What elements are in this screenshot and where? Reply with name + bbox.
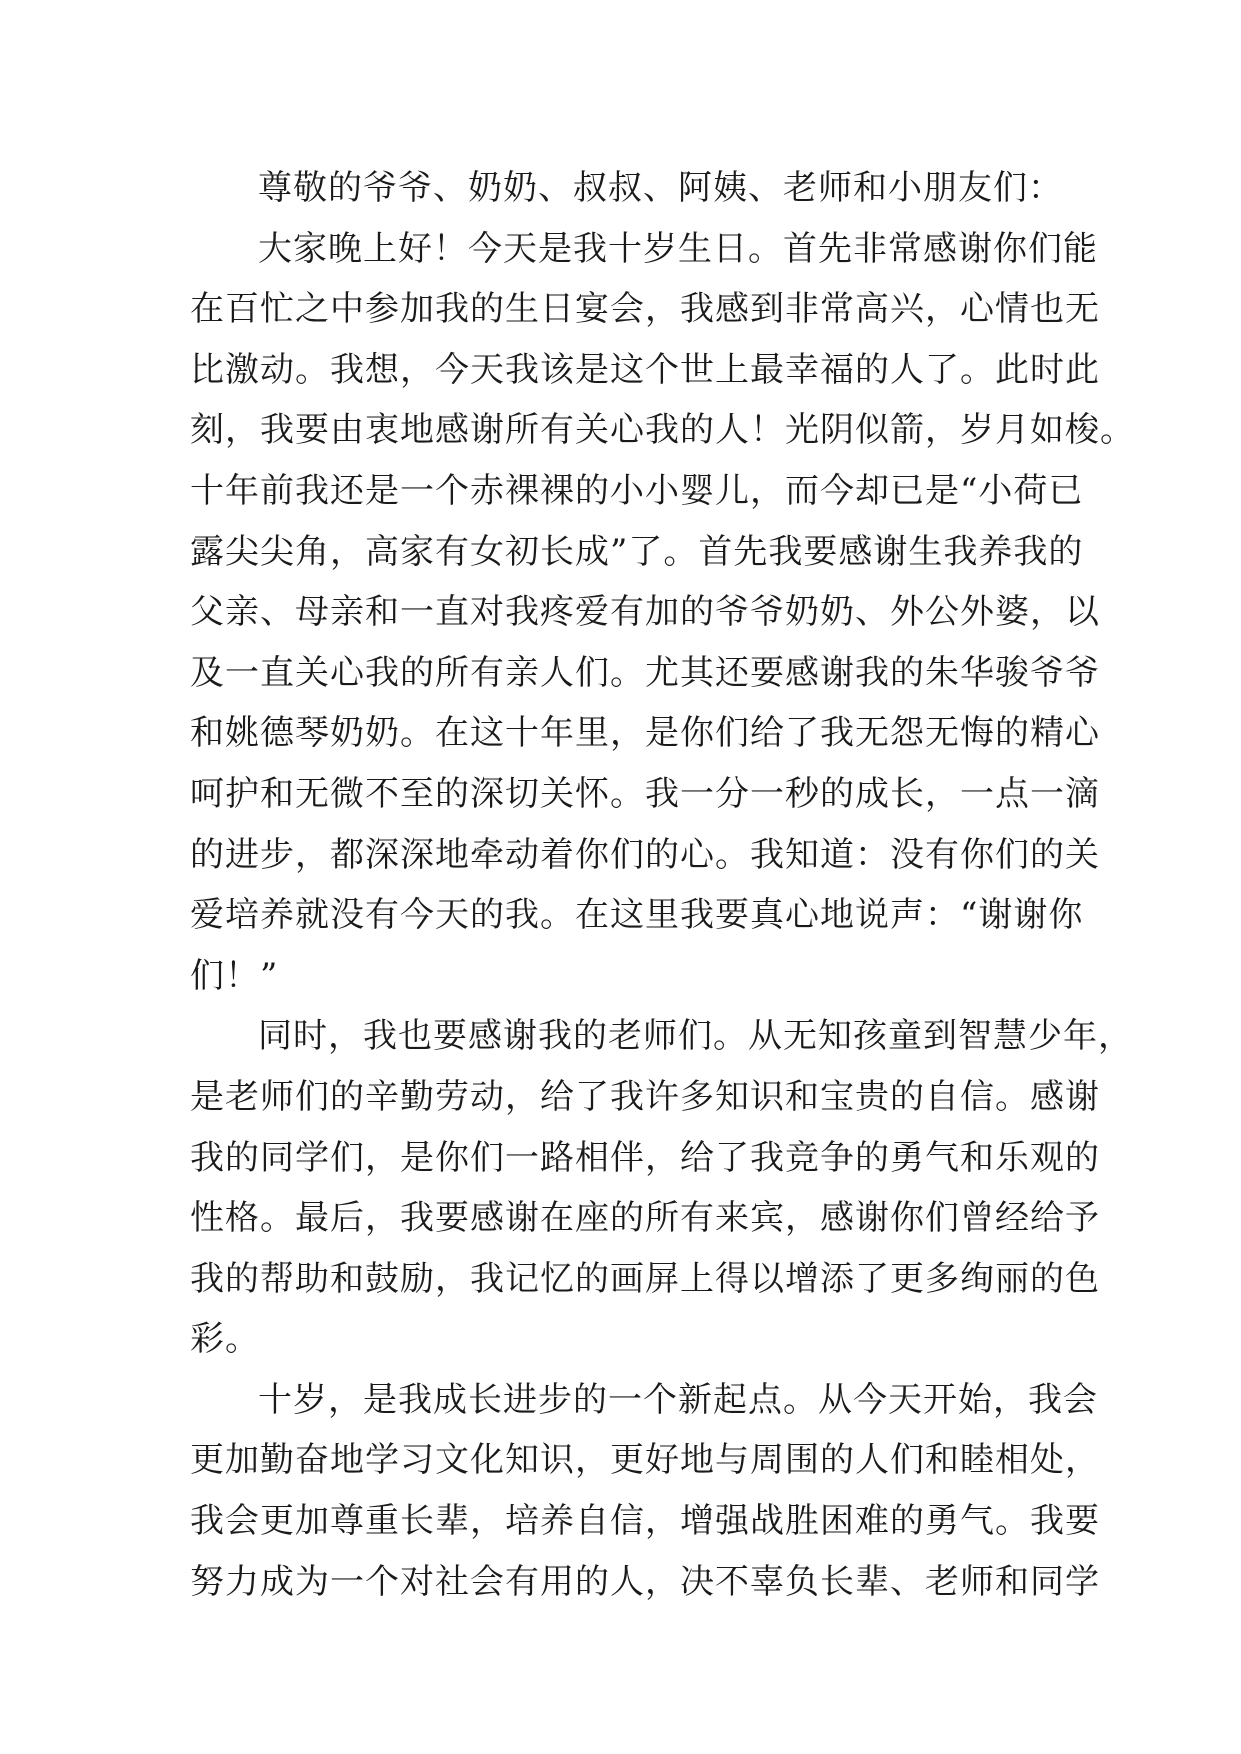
text-line: 比激动。我想，今天我该是这个世上最幸福的人了。此时此 bbox=[190, 349, 1100, 390]
text-line: 呵护和无微不至的深切关怀。我一分一秒的成长，一点一滴 bbox=[190, 773, 1100, 814]
paragraph-3 bbox=[190, 1370, 1100, 1612]
text-line: 十岁，是我成长进步的一个新起点。从今天开始，我会 bbox=[258, 1379, 1098, 1420]
text-line: 父亲、母亲和一直对我疼爱有加的爷爷奶奶、外公外婆，以 bbox=[190, 592, 1100, 633]
text-line: 更加勤奋地学习文化知识，更好地与周围的人们和睦相处， bbox=[190, 1440, 1100, 1481]
text-line: 在百忙之中参加我的生日宴会，我感到非常高兴，心情也无 bbox=[190, 289, 1100, 330]
text-line: 露尖尖角，高家有女初长成”了。首先我要感谢生我养我的 bbox=[190, 531, 1084, 572]
text-line: 大家晚上好！今天是我十岁生日。首先非常感谢你们能 bbox=[258, 228, 1098, 269]
text-line: 爱培养就没有今天的我。在这里我要真心地说声：“谢谢你 bbox=[190, 895, 1084, 936]
text-line: 努力成为一个对社会有用的人，决不辜负长辈、老师和同学 bbox=[190, 1561, 1100, 1602]
text-line: 十年前我还是一个赤裸裸的小小婴儿，而今却已是“小荷已 bbox=[190, 470, 1084, 511]
text-line: 刻，我要由衷地感谢所有关心我的人！光阴似箭，岁月如梭。 bbox=[190, 410, 1135, 451]
text-line: 是老师们的辛勤劳动，给了我许多知识和宝贵的自信。感谢 bbox=[190, 1076, 1100, 1117]
text-line: 们！” bbox=[190, 955, 279, 996]
text-line: 性格。最后，我要感谢在座的所有来宾，感谢你们曾经给予 bbox=[190, 1198, 1100, 1239]
text-line: 同时，我也要感谢我的老师们。从无知孩童到智慧少年， bbox=[258, 1016, 1133, 1057]
speech-text bbox=[190, 158, 1135, 1612]
text-line: 我会更加尊重长辈，培养自信，增强战胜困难的勇气。我要 bbox=[190, 1501, 1100, 1542]
salutation-line: 尊敬的爷爷、奶奶、叔叔、阿姨、老师和小朋友们： bbox=[258, 168, 1063, 208]
text-line: 和姚德琴奶奶。在这十年里，是你们给了我无怨无悔的精心 bbox=[190, 713, 1100, 754]
text-line: 我的同学们，是你们一路相伴，给了我竞争的勇气和乐观的 bbox=[190, 1137, 1100, 1178]
text-line: 彩。 bbox=[190, 1319, 260, 1360]
text-line: 及一直关心我的所有亲人们。尤其还要感谢我的朱华骏爷爷 bbox=[190, 652, 1100, 693]
paragraph-1 bbox=[190, 219, 1135, 1007]
text-line: 我的帮助和鼓励，我记忆的画屏上得以增添了更多绚丽的色 bbox=[190, 1258, 1100, 1299]
text-line: 的进步，都深深地牵动着你们的心。我知道：没有你们的关 bbox=[190, 834, 1100, 875]
paragraph-2 bbox=[190, 1006, 1133, 1370]
